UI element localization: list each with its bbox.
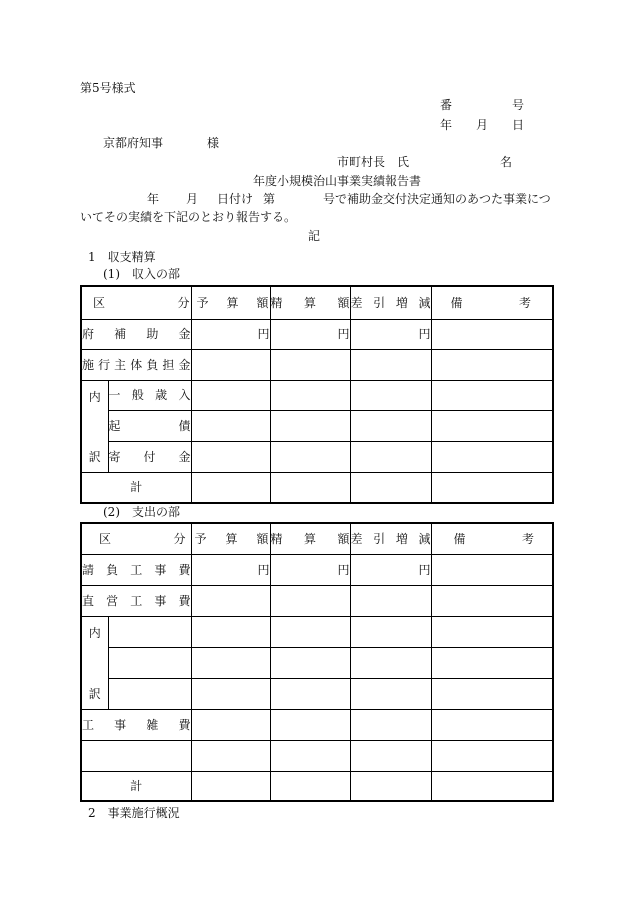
expense-breakdown-2-difference-cell bbox=[350, 647, 431, 678]
expense-misc-budget-cell bbox=[191, 709, 270, 740]
income-total-remarks-cell bbox=[431, 472, 553, 503]
expense-breakdown-3-settled-cell bbox=[270, 678, 350, 709]
income-donation-label-cell bbox=[108, 441, 191, 472]
income-subsidy-remarks-cell bbox=[431, 319, 553, 349]
expense-contract-label-cell bbox=[81, 554, 191, 585]
expense-row-breakdown-2 bbox=[81, 647, 553, 678]
expense-breakdown-2-budget-cell bbox=[191, 647, 270, 678]
expense-row-total bbox=[81, 771, 553, 801]
yen-unit-label: 円 bbox=[257, 562, 270, 577]
income-subsidy-label-cell bbox=[81, 319, 191, 349]
expense-header-difference-label: 差 引 増 減 bbox=[350, 531, 431, 546]
expense-header-settled-label: 精 算 額 bbox=[270, 531, 350, 546]
expense-direct-remarks-cell bbox=[431, 585, 553, 616]
body-month-label: 月 bbox=[186, 192, 199, 206]
income-general-budget-cell bbox=[191, 380, 270, 410]
expense-breakdown-1-label-cell bbox=[108, 616, 191, 647]
body-text-line-1: 号で補助金交付決定通知のあつた事業につ bbox=[323, 192, 551, 206]
body-year-label: 年 bbox=[147, 192, 160, 206]
income-row-total bbox=[81, 472, 553, 503]
income-row-general bbox=[81, 380, 553, 410]
breakdown-label-bottom: 訳 bbox=[88, 450, 101, 464]
addressee-label: 京都府知事 bbox=[103, 136, 164, 150]
expense-misc-settled-cell bbox=[270, 709, 350, 740]
income-bond-difference-cell bbox=[350, 410, 431, 441]
expense-breakdown-1-budget-cell bbox=[191, 616, 270, 647]
expense-direct-label: 直 営 工 事 費 bbox=[82, 593, 191, 608]
yen-unit-label: 円 bbox=[418, 562, 431, 577]
expense-header-difference bbox=[350, 523, 431, 554]
income-burden-budget-cell bbox=[191, 349, 270, 380]
income-row-bond bbox=[81, 410, 553, 441]
expense-breakdown-2-remarks-cell bbox=[431, 647, 553, 678]
expense-blank-remarks-cell bbox=[431, 740, 553, 771]
expense-misc-remarks-cell bbox=[431, 709, 553, 740]
expense-contract-settled-cell bbox=[270, 554, 350, 585]
income-donation-remarks-cell bbox=[431, 441, 553, 472]
addressee-honorific: 様 bbox=[207, 136, 220, 150]
body-dated-label: 日付け bbox=[217, 192, 254, 206]
expense-header-budget bbox=[191, 523, 270, 554]
date-field: 年 月 日 bbox=[440, 118, 524, 132]
sender-title-label: 市町村長 bbox=[337, 155, 386, 169]
expense-breakdown-3-remarks-cell bbox=[431, 678, 553, 709]
income-total-settled-cell bbox=[270, 472, 350, 503]
expense-breakdown-cell bbox=[81, 616, 108, 709]
expense-row-misc bbox=[81, 709, 553, 740]
expense-breakdown-3-label-cell bbox=[108, 678, 191, 709]
expense-breakdown-1-difference-cell bbox=[350, 616, 431, 647]
expense-total-difference-cell bbox=[350, 771, 431, 801]
expense-blank-label-cell bbox=[81, 740, 191, 771]
income-row-burden bbox=[81, 349, 553, 380]
expense-table bbox=[80, 522, 554, 802]
income-bond-label-cell bbox=[108, 410, 191, 441]
income-row-subsidy bbox=[81, 319, 553, 349]
income-burden-label-cell bbox=[81, 349, 191, 380]
expense-blank-difference-cell bbox=[350, 740, 431, 771]
income-general-remarks-cell bbox=[431, 380, 553, 410]
expense-header-category-label: 区 分 bbox=[99, 531, 186, 546]
income-subsidy-difference-cell bbox=[350, 319, 431, 349]
document-number-field: 番 号 bbox=[440, 98, 524, 112]
income-header-settled bbox=[270, 286, 350, 319]
expense-breakdown-3-difference-cell bbox=[350, 678, 431, 709]
income-subheading: (1) 収入の部 bbox=[103, 267, 180, 281]
income-header-remarks bbox=[431, 286, 553, 319]
income-header-row bbox=[81, 286, 553, 319]
income-subsidy-settled-cell bbox=[270, 319, 350, 349]
expense-total-remarks-cell bbox=[431, 771, 553, 801]
expense-direct-budget-cell bbox=[191, 585, 270, 616]
income-general-label: 一 般 歳 入 bbox=[108, 388, 191, 402]
expense-total-label: 計 bbox=[81, 771, 191, 801]
expense-total-budget-cell bbox=[191, 771, 270, 801]
expense-breakdown-3-budget-cell bbox=[191, 678, 270, 709]
expense-row-contract bbox=[81, 554, 553, 585]
income-subsidy-label: 府 補 助 金 bbox=[82, 327, 191, 341]
expense-row-breakdown-3 bbox=[81, 678, 553, 709]
income-header-difference-label: 差 引 増 減 bbox=[350, 295, 431, 310]
expense-blank-settled-cell bbox=[270, 740, 350, 771]
income-bond-settled-cell bbox=[270, 410, 350, 441]
expense-direct-difference-cell bbox=[350, 585, 431, 616]
income-header-settled-label: 精 算 額 bbox=[270, 295, 350, 310]
expense-contract-budget-cell bbox=[191, 554, 270, 585]
expense-blank-budget-cell bbox=[191, 740, 270, 771]
expense-row-breakdown-1 bbox=[81, 616, 553, 647]
note-heading: 記 bbox=[308, 229, 321, 243]
yen-unit-label: 円 bbox=[257, 327, 270, 341]
expense-misc-label: 工 事 雑 費 bbox=[82, 717, 191, 732]
expense-contract-label: 請 負 工 事 費 bbox=[82, 562, 191, 577]
income-header-category-label: 区 分 bbox=[93, 295, 190, 310]
income-burden-label: 施 行 主 体 負 担 金 bbox=[82, 357, 191, 372]
breakdown-label-bottom: 訳 bbox=[88, 686, 101, 701]
income-header-category bbox=[81, 286, 191, 319]
income-donation-difference-cell bbox=[350, 441, 431, 472]
income-general-settled-cell bbox=[270, 380, 350, 410]
income-breakdown-cell bbox=[81, 380, 108, 472]
expense-direct-settled-cell bbox=[270, 585, 350, 616]
income-burden-remarks-cell bbox=[431, 349, 553, 380]
expense-subheading: (2) 支出の部 bbox=[103, 505, 180, 519]
expense-breakdown-2-settled-cell bbox=[270, 647, 350, 678]
income-total-budget-cell bbox=[191, 472, 270, 503]
income-table bbox=[80, 285, 554, 504]
expense-row-direct bbox=[81, 585, 553, 616]
body-number-prefix: 第 bbox=[263, 192, 276, 206]
income-header-budget-label: 予 算 額 bbox=[196, 295, 269, 310]
expense-header-category bbox=[81, 523, 191, 554]
income-burden-difference-cell bbox=[350, 349, 431, 380]
breakdown-label-top: 内 bbox=[88, 625, 101, 640]
expense-total-settled-cell bbox=[270, 771, 350, 801]
income-donation-label: 寄 付 金 bbox=[108, 449, 191, 464]
income-total-difference-cell bbox=[350, 472, 431, 503]
expense-breakdown-1-settled-cell bbox=[270, 616, 350, 647]
expense-breakdown-1-remarks-cell bbox=[431, 616, 553, 647]
income-burden-settled-cell bbox=[270, 349, 350, 380]
income-donation-settled-cell bbox=[270, 441, 350, 472]
expense-header-settled bbox=[270, 523, 350, 554]
section-1-heading: 1 収支精算 bbox=[88, 250, 156, 264]
income-row-donation bbox=[81, 441, 553, 472]
income-header-remarks-label: 備 考 bbox=[450, 295, 531, 310]
income-general-label-cell bbox=[108, 380, 191, 410]
expense-contract-remarks-cell bbox=[431, 554, 553, 585]
expense-header-remarks-label: 備 考 bbox=[453, 531, 534, 546]
income-total-label: 計 bbox=[81, 472, 191, 503]
income-general-difference-cell bbox=[350, 380, 431, 410]
expense-direct-label-cell bbox=[81, 585, 191, 616]
yen-unit-label: 円 bbox=[337, 327, 350, 341]
sender-name-field: 氏 名 bbox=[397, 155, 512, 169]
income-header-difference bbox=[350, 286, 431, 319]
expense-breakdown-2-label-cell bbox=[108, 647, 191, 678]
income-bond-label: 起 債 bbox=[108, 418, 191, 433]
expense-misc-difference-cell bbox=[350, 709, 431, 740]
body-text-line-2: いてその実績を下記のとおり報告する。 bbox=[80, 210, 297, 224]
income-subsidy-budget-cell bbox=[191, 319, 270, 349]
expense-row-blank bbox=[81, 740, 553, 771]
section-2-heading: 2 事業施行概況 bbox=[88, 806, 180, 820]
yen-unit-label: 円 bbox=[418, 327, 431, 341]
expense-misc-label-cell bbox=[81, 709, 191, 740]
income-donation-budget-cell bbox=[191, 441, 270, 472]
yen-unit-label: 円 bbox=[337, 562, 350, 577]
form-number-label: 第5号様式 bbox=[80, 81, 136, 95]
report-title: 年度小規模治山事業実績報告書 bbox=[253, 174, 422, 188]
income-bond-remarks-cell bbox=[431, 410, 553, 441]
income-bond-budget-cell bbox=[191, 410, 270, 441]
breakdown-label-top: 内 bbox=[88, 390, 101, 404]
expense-header-budget-label: 予 算 額 bbox=[194, 531, 269, 546]
expense-header-remarks bbox=[431, 523, 553, 554]
expense-contract-difference-cell bbox=[350, 554, 431, 585]
income-header-budget bbox=[191, 286, 270, 319]
expense-header-row bbox=[81, 523, 553, 554]
